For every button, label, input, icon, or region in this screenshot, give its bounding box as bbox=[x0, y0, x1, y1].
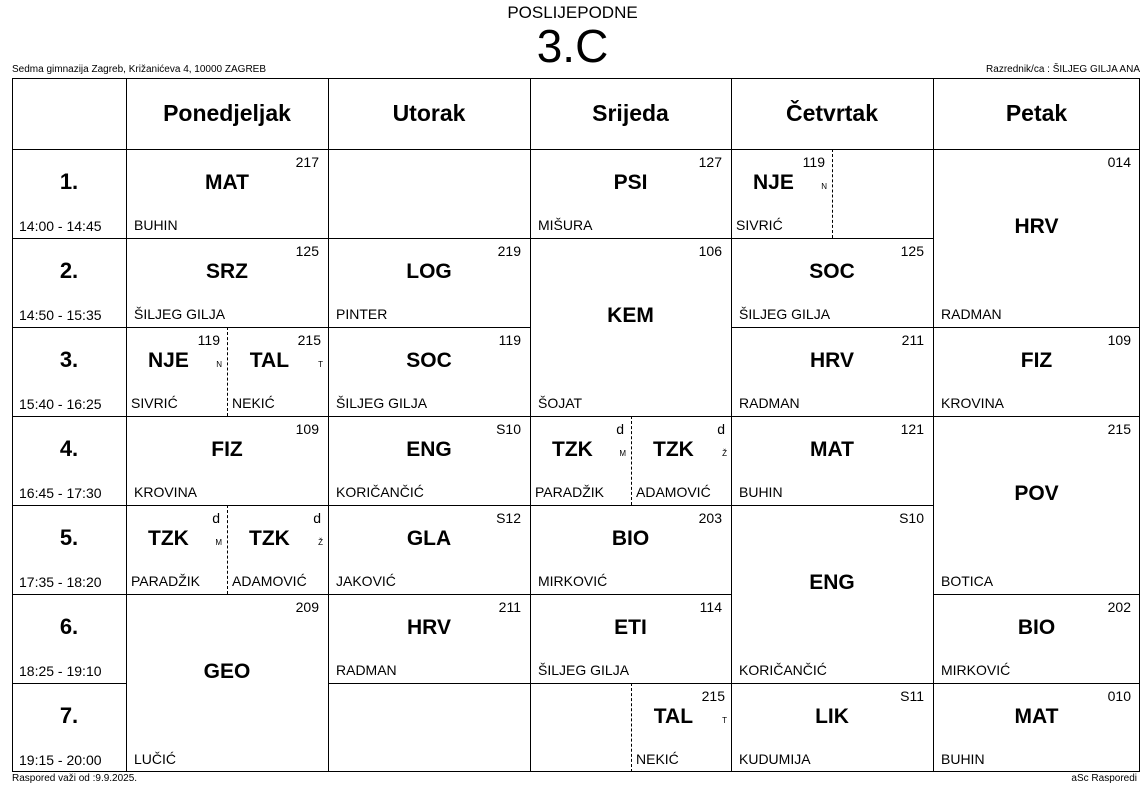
teacher-name: LUČIĆ bbox=[134, 751, 177, 767]
lesson-pov bbox=[933, 416, 1140, 594]
subject-code: FIZ bbox=[211, 437, 243, 461]
room-number: d bbox=[616, 421, 624, 437]
group-divider bbox=[631, 416, 632, 505]
grid-line bbox=[933, 78, 934, 772]
period-number: 4. bbox=[59, 436, 79, 461]
grid-line bbox=[12, 149, 1140, 150]
period-number: 3. bbox=[59, 347, 79, 372]
subject-code: LOG bbox=[406, 259, 452, 283]
lesson-fiz bbox=[933, 327, 1140, 416]
subject-code: TZK bbox=[148, 526, 189, 550]
lesson-hrv bbox=[933, 149, 1140, 327]
lesson-tal bbox=[631, 683, 732, 772]
class-name: 3.C bbox=[536, 20, 609, 72]
period-cell bbox=[12, 683, 126, 772]
teacher-name: MIRKOVIĆ bbox=[538, 573, 608, 589]
teacher-name: SIVRIĆ bbox=[131, 395, 178, 411]
grid-line bbox=[731, 238, 933, 239]
teacher-name: ADAMOVIĆ bbox=[636, 484, 711, 500]
period-number: 5. bbox=[59, 525, 79, 550]
group-marker: N bbox=[821, 181, 827, 191]
grid-line bbox=[933, 683, 1140, 684]
room-number: d bbox=[212, 510, 220, 526]
period-cell bbox=[12, 327, 126, 416]
room-number: 114 bbox=[699, 599, 722, 615]
group-divider bbox=[227, 505, 228, 594]
lesson-nje bbox=[731, 149, 832, 238]
period-number: 7. bbox=[59, 703, 79, 728]
day-header-utorak bbox=[328, 78, 530, 149]
lesson-log bbox=[328, 238, 530, 327]
lesson-eng bbox=[328, 416, 530, 505]
room-number: 211 bbox=[901, 332, 924, 348]
day-header-petak bbox=[933, 78, 1140, 149]
grid-line bbox=[12, 505, 126, 506]
room-number: 215 bbox=[1107, 421, 1131, 437]
lesson-bio bbox=[530, 505, 731, 594]
subject-code: MAT bbox=[810, 437, 854, 461]
group-marker: N bbox=[216, 359, 222, 369]
room-number: 211 bbox=[498, 599, 521, 615]
group-marker: Ž bbox=[722, 448, 727, 458]
grid-line bbox=[126, 505, 328, 506]
grid-line bbox=[12, 416, 126, 417]
grid-line bbox=[12, 78, 13, 772]
teacher-name: JAKOVIĆ bbox=[336, 573, 396, 589]
room-number: 010 bbox=[1107, 688, 1131, 704]
lesson-soc bbox=[731, 238, 933, 327]
subject-code: LIK bbox=[815, 704, 849, 728]
lesson-tal bbox=[227, 327, 328, 416]
lesson-eng bbox=[731, 505, 933, 683]
lesson-hrv bbox=[731, 327, 933, 416]
subject-code: SOC bbox=[406, 348, 452, 372]
grid-line bbox=[126, 594, 328, 595]
grid-line bbox=[530, 416, 731, 417]
grid-line bbox=[126, 78, 127, 772]
room-number: 014 bbox=[1107, 154, 1131, 170]
subject-code: HRV bbox=[407, 615, 451, 639]
lesson-tzk bbox=[631, 416, 732, 505]
room-number: 127 bbox=[698, 154, 722, 170]
room-number: 119 bbox=[498, 332, 521, 348]
lesson-gla bbox=[328, 505, 530, 594]
period-time: 17:35 - 18:20 bbox=[19, 574, 102, 590]
grid-line bbox=[328, 416, 530, 417]
period-cell bbox=[12, 416, 126, 505]
lesson-tzk bbox=[126, 505, 227, 594]
period-number: 1. bbox=[59, 169, 79, 194]
period-number: 6. bbox=[59, 614, 79, 639]
day-name: Petak bbox=[1005, 100, 1068, 126]
period-time: 19:15 - 20:00 bbox=[19, 752, 102, 768]
room-number: 125 bbox=[900, 243, 924, 259]
group-marker: T bbox=[722, 715, 727, 725]
school-address: Sedma gimnazija Zagreb, Križanićeva 4, 10000 ZAGREB bbox=[12, 64, 267, 75]
subject-code: TZK bbox=[249, 526, 290, 550]
room-number: 215 bbox=[701, 688, 725, 704]
teacher-name: KROVINA bbox=[134, 484, 198, 500]
subject-code: BIO bbox=[611, 526, 650, 550]
teacher-name: BUHIN bbox=[941, 751, 985, 767]
subject-code: MAT bbox=[1014, 704, 1059, 728]
teacher-name: NEKIĆ bbox=[232, 395, 275, 411]
lesson-hrv bbox=[328, 594, 530, 683]
subject-code: HRV bbox=[1014, 215, 1059, 238]
teacher-name: ŠILJEG GILJA bbox=[538, 662, 630, 678]
grid-line bbox=[530, 505, 731, 506]
shift-label: POSLIJEPODNE bbox=[507, 3, 638, 22]
subject-code: ENG bbox=[809, 571, 855, 594]
room-number: 215 bbox=[297, 332, 321, 348]
teacher-name: MIRKOVIĆ bbox=[941, 662, 1011, 678]
teacher-name: KROVINA bbox=[941, 395, 1005, 411]
teacher-name: PARADŽIK bbox=[131, 573, 200, 589]
group-marker: T bbox=[318, 359, 323, 369]
period-time: 16:45 - 17:30 bbox=[19, 485, 102, 501]
group-marker: Ž bbox=[318, 537, 323, 547]
subject-code: SOC bbox=[809, 259, 855, 283]
subject-code: FIZ bbox=[1020, 348, 1053, 372]
subject-code: BIO bbox=[1017, 615, 1056, 639]
teacher-name: ŠILJEG GILJA bbox=[336, 395, 428, 411]
grid-line bbox=[933, 416, 1140, 417]
room-number: S11 bbox=[900, 688, 924, 704]
teacher-name: ŠOJAT bbox=[538, 395, 583, 411]
grid-line bbox=[12, 771, 1140, 772]
room-number: d bbox=[717, 421, 725, 437]
class-teacher: Razrednik/ca : ŠILJEG GILJA ANA bbox=[986, 64, 1140, 75]
subject-code: TAL bbox=[249, 348, 290, 372]
period-cell bbox=[12, 149, 126, 238]
lesson-tzk bbox=[530, 416, 631, 505]
teacher-name: ADAMOVIĆ bbox=[232, 573, 307, 589]
room-number: d bbox=[313, 510, 321, 526]
valid-from-note: Raspored važi od :9.9.2025. bbox=[12, 773, 138, 784]
teacher-name: NEKIĆ bbox=[636, 751, 679, 767]
lesson-mat bbox=[933, 683, 1140, 772]
grid-line bbox=[530, 238, 731, 239]
room-number: S10 bbox=[496, 421, 521, 437]
grid-line bbox=[126, 238, 328, 239]
grid-line bbox=[731, 78, 732, 772]
day-header-srijeda bbox=[530, 78, 731, 149]
grid-line bbox=[12, 78, 1140, 79]
teacher-name: KORIČANČIĆ bbox=[336, 484, 424, 500]
lesson-tzk bbox=[227, 505, 328, 594]
grid-line bbox=[933, 594, 1140, 595]
day-name: Četvrtak bbox=[785, 100, 879, 126]
grid-line bbox=[12, 683, 126, 684]
room-number: 109 bbox=[295, 421, 319, 437]
room-number: 109 bbox=[1107, 332, 1131, 348]
timetable-grid bbox=[12, 78, 1140, 772]
lesson-kem bbox=[530, 238, 731, 416]
teacher-name: RADMAN bbox=[941, 306, 1002, 322]
subject-code: TZK bbox=[552, 437, 593, 461]
subject-code: ENG bbox=[406, 437, 452, 461]
grid-line bbox=[12, 594, 126, 595]
period-time: 14:00 - 14:45 bbox=[19, 218, 102, 234]
teacher-name: BOTICA bbox=[941, 573, 994, 589]
grid-line bbox=[328, 238, 530, 239]
teacher-name: MIŠURA bbox=[538, 217, 593, 233]
subject-code: TZK bbox=[653, 437, 694, 461]
room-number: S12 bbox=[496, 510, 521, 526]
teacher-name: PARADŽIK bbox=[535, 484, 604, 500]
grid-line bbox=[12, 238, 126, 239]
lesson-srz bbox=[126, 238, 328, 327]
room-number: 203 bbox=[698, 510, 722, 526]
teacher-name: KORIČANČIĆ bbox=[739, 662, 827, 678]
subject-code: SRZ bbox=[206, 259, 248, 283]
grid-line bbox=[933, 327, 1140, 328]
lesson-nje bbox=[126, 327, 227, 416]
grid-line bbox=[328, 683, 530, 684]
lesson-geo bbox=[126, 594, 328, 772]
period-cell bbox=[12, 594, 126, 683]
day-name: Srijeda bbox=[592, 100, 669, 126]
teacher-name: ŠILJEG GILJA bbox=[134, 306, 226, 322]
period-number: 2. bbox=[59, 258, 79, 283]
period-time: 15:40 - 16:25 bbox=[19, 396, 102, 412]
subject-code: TAL bbox=[653, 704, 694, 728]
teacher-name: BUHIN bbox=[134, 217, 178, 233]
room-number: 217 bbox=[295, 154, 319, 170]
teacher-name: PINTER bbox=[336, 306, 388, 322]
group-divider bbox=[832, 149, 833, 238]
group-marker: M bbox=[619, 448, 626, 458]
teacher-name: RADMAN bbox=[739, 395, 800, 411]
grid-line bbox=[12, 327, 126, 328]
teacher-name: BUHIN bbox=[739, 484, 783, 500]
period-time: 14:50 - 15:35 bbox=[19, 307, 102, 323]
day-header-ponedjeljak bbox=[126, 78, 328, 149]
lesson-psi bbox=[530, 149, 731, 238]
period-time: 18:25 - 19:10 bbox=[19, 663, 102, 679]
grid-line bbox=[328, 327, 530, 328]
grid-line bbox=[126, 327, 328, 328]
subject-code: NJE bbox=[752, 170, 794, 194]
grid-line bbox=[530, 683, 731, 684]
subject-code: NJE bbox=[147, 348, 189, 372]
room-number: 219 bbox=[497, 243, 521, 259]
grid-line bbox=[126, 416, 328, 417]
grid-line bbox=[731, 416, 933, 417]
room-number: 125 bbox=[295, 243, 319, 259]
teacher-name: SIVRIĆ bbox=[736, 217, 783, 233]
lesson-mat bbox=[126, 149, 328, 238]
grid-line bbox=[1139, 78, 1140, 772]
group-divider bbox=[631, 683, 632, 772]
room-number: 209 bbox=[295, 599, 319, 615]
day-name: Utorak bbox=[392, 100, 466, 126]
grid-line bbox=[530, 594, 731, 595]
lesson-mat bbox=[731, 416, 933, 505]
teacher-name: RADMAN bbox=[336, 662, 397, 678]
room-number: 106 bbox=[698, 243, 722, 259]
subject-code: HRV bbox=[810, 348, 854, 372]
grid-line bbox=[328, 78, 329, 772]
room-number: 119 bbox=[802, 154, 825, 170]
subject-code: PSI bbox=[613, 170, 648, 194]
grid-line bbox=[731, 327, 933, 328]
grid-line bbox=[328, 594, 530, 595]
subject-code: POV bbox=[1014, 482, 1059, 505]
lesson-lik bbox=[731, 683, 933, 772]
subject-code: KEM bbox=[607, 304, 654, 327]
day-header-cetvrtak bbox=[731, 78, 933, 149]
subject-code: GEO bbox=[203, 660, 251, 683]
subject-code: MAT bbox=[205, 170, 249, 194]
grid-line bbox=[731, 505, 933, 506]
period-cell bbox=[12, 505, 126, 594]
room-number: 119 bbox=[197, 332, 220, 348]
group-marker: M bbox=[215, 537, 222, 547]
generator-credit: aSc Rasporedi bbox=[1071, 773, 1137, 784]
teacher-name: KUDUMIJA bbox=[739, 751, 811, 767]
group-divider bbox=[227, 327, 228, 416]
lesson-bio bbox=[933, 594, 1140, 683]
lesson-fiz bbox=[126, 416, 328, 505]
room-number: 121 bbox=[900, 421, 924, 437]
grid-line bbox=[328, 505, 530, 506]
subject-code: ETI bbox=[614, 615, 647, 639]
room-number: 202 bbox=[1107, 599, 1131, 615]
room-number: S10 bbox=[899, 510, 924, 526]
grid-line bbox=[530, 78, 531, 772]
lesson-eti bbox=[530, 594, 731, 683]
day-name: Ponedjeljak bbox=[163, 100, 291, 126]
lesson-soc bbox=[328, 327, 530, 416]
subject-code: GLA bbox=[406, 526, 452, 550]
grid-line bbox=[731, 683, 933, 684]
teacher-name: ŠILJEG GILJA bbox=[739, 306, 831, 322]
period-cell bbox=[12, 238, 126, 327]
